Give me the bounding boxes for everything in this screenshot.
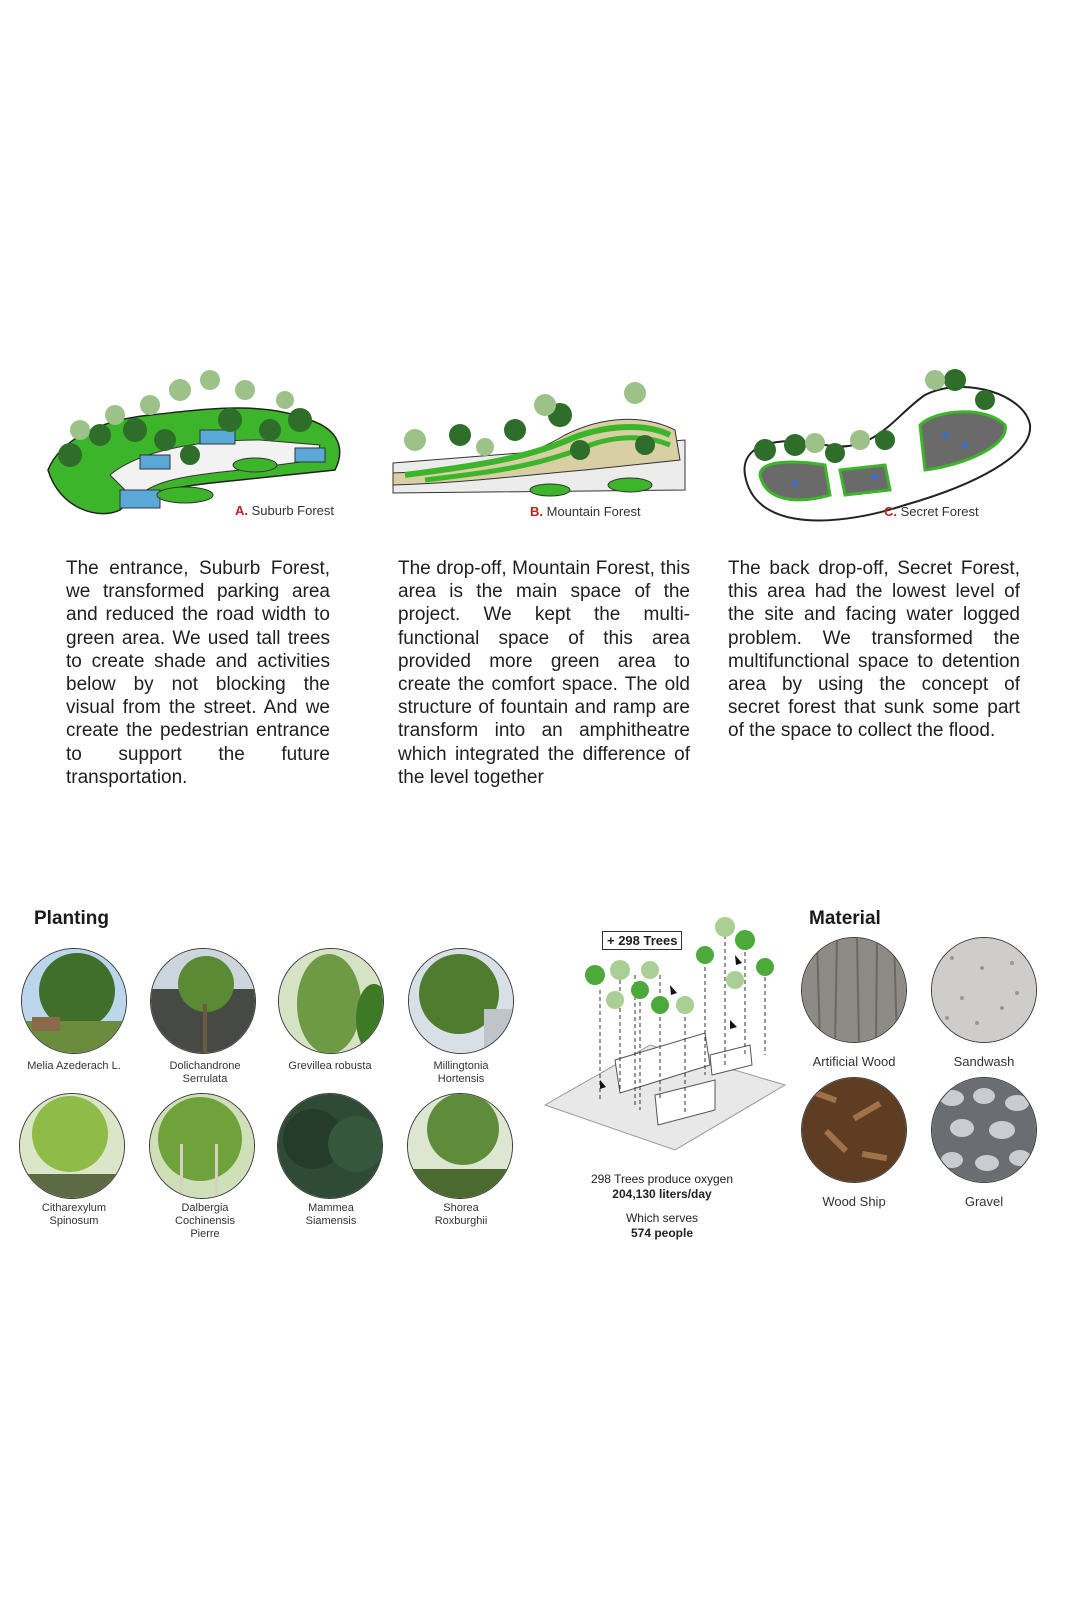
zone-b-description: The drop-off, Mountain Forest, this area is the main space of the project. We kept the multi-functional space of this area provided more green area to create the comfort space. The old structure of fountain and ramp are transform into an amphitheatre which integrated the difference of the level together	[398, 558, 690, 788]
material-label-4: Gravel	[964, 1194, 1004, 1209]
material-label-1: Artificial Wood	[812, 1054, 896, 1069]
plant-label-2: Dolichandrone Serrulata	[169, 1060, 241, 1085]
plant-photo-mammea	[277, 1093, 383, 1199]
trees-oxygen-diagram	[540, 915, 790, 1160]
material-photo-sandwash	[931, 937, 1037, 1043]
oxygen-value: 204,130 liters/day	[612, 1187, 712, 1201]
zone-caption-c: C. Secret Forest	[884, 504, 979, 519]
plant-photo-citharexylum	[19, 1093, 125, 1199]
trees-count-badge: + 298 Trees	[602, 931, 682, 950]
zone-caption-b: B. Mountain Forest	[530, 504, 641, 519]
plant-photo-dalbergia	[149, 1093, 255, 1199]
plant-label-5: Citharexylum Spinosum	[41, 1202, 107, 1227]
plant-label-4: Millingtonia Hortensis	[433, 1060, 489, 1085]
plant-photo-shorea	[407, 1093, 513, 1199]
zone-a-description: The entrance, Suburb Forest, we transformed parking area and reduced the road width to green area. We used tall trees to create shade and activities below by not blocking the visual from the street. And we create the pedestrian entrance to support the future transportation.	[66, 558, 330, 788]
plant-label-6: Dalbergia Cochinensis Pierre	[175, 1202, 235, 1240]
plant-photo-melia	[21, 948, 127, 1054]
plant-label-7: Mammea Siamensis	[305, 1202, 357, 1227]
material-photo-wood-ship	[801, 1077, 907, 1183]
oxygen-text: 298 Trees produce oxygen	[590, 1172, 734, 1186]
planting-title: Planting	[34, 908, 109, 929]
plant-label-3: Grevillea robusta	[288, 1060, 372, 1072]
material-photo-gravel	[931, 1077, 1037, 1183]
material-title: Material	[809, 908, 881, 929]
mountain-forest-diagram	[385, 375, 695, 510]
serves-text: Which serves	[625, 1211, 699, 1225]
plant-photo-dolichandrone	[150, 948, 256, 1054]
plant-label-1: Melia Azederach L.	[27, 1060, 121, 1072]
plant-label-8: Shorea Roxburghii	[434, 1202, 488, 1227]
zone-c-description: The back drop-off, Secret Forest, this area had the lowest level of the site and facing water logged problem. We transformed the multifunctional space to detention area by using the concept of secret forest that sunk some part of the space to collect the flood.	[728, 558, 1020, 742]
zone-caption-a: A. Suburb Forest	[235, 503, 334, 518]
material-photo-artificial-wood	[801, 937, 907, 1043]
plant-photo-millingtonia	[408, 948, 514, 1054]
suburb-forest-diagram	[40, 360, 350, 525]
people-value: 574 people	[630, 1226, 694, 1240]
plant-photo-grevillea	[278, 948, 384, 1054]
material-label-3: Wood Ship	[822, 1194, 886, 1209]
material-label-2: Sandwash	[953, 1054, 1015, 1069]
